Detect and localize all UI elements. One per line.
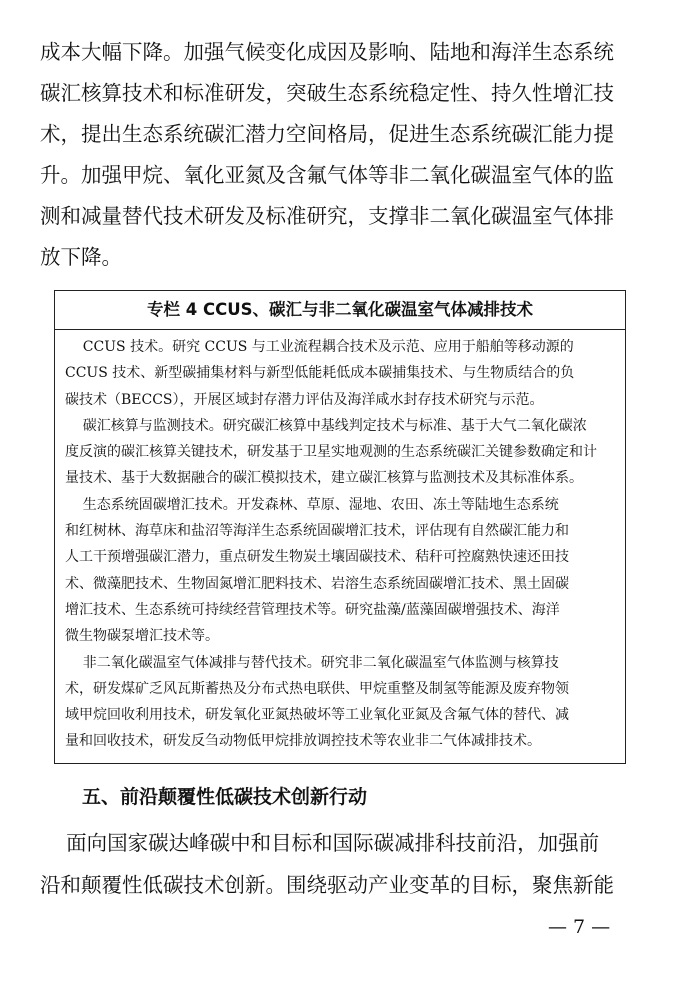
text-line: 术，研发煤矿乏风瓦斯蓄热及分布式热电联供、甲烷重整及制氢等能源及废弃物领 bbox=[65, 680, 569, 697]
section-heading: 五、前沿颠覆性低碳技术创新行动 bbox=[82, 786, 368, 808]
column-box bbox=[54, 290, 626, 764]
text-line: 量和回收技术，研发反刍动物低甲烷排放调控技术等农业非二气体减排技术。 bbox=[65, 733, 541, 750]
text-line: 沿和颠覆性低碳技术创新。围绕驱动产业变革的目标，聚焦新能 bbox=[40, 873, 614, 897]
page-number: — 7 — bbox=[548, 916, 611, 938]
text-line: 面向国家碳达峰碳中和目标和国际碳减排科技前沿，加强前 bbox=[40, 831, 600, 855]
text-line: 非二氧化碳温室气体减排与替代技术。研究非二氧化碳温室气体监测与核算技 bbox=[65, 654, 559, 671]
text-line: 碳汇核算与监测技术。研究碳汇核算中基线判定技术与标准、基于大气二氧化碳浓 bbox=[65, 417, 587, 434]
text-line: 度反演的碳汇核算关键技术，研发基于卫星实地观测的生态系统碳汇关键参数确定和计 bbox=[65, 444, 597, 461]
text-line: 人工干预增强碳汇潜力，重点研发生物炭土壤固碳技术、秸秆可控腐熟快速还田技 bbox=[65, 549, 569, 566]
text-line: 增汇技术、生态系统可持续经营管理技术等。研究盐藻/蓝藻固碳增强技术、海洋 bbox=[65, 601, 560, 618]
text-line: 测和减量替代技术研发及标准研究，支撑非二氧化碳温室气体排 bbox=[40, 204, 614, 228]
text-line: 生态系统固碳增汇技术。开发森林、草原、湿地、农田、冻土等陆地生态系统 bbox=[65, 496, 559, 513]
text-line: 成本大幅下降。加强气候变化成因及影响、陆地和海洋生态系统 bbox=[40, 40, 614, 64]
text-line: 放下降。 bbox=[40, 245, 122, 269]
intro-paragraph bbox=[40, 32, 642, 278]
text-line: 碳汇核算技术和标准研发，突破生态系统稳定性、持久性增汇技 bbox=[40, 81, 614, 105]
text-line: CCUS 技术、新型碳捕集材料与新型低能耗低成本碳捕集技术、与生物质结合的负 bbox=[65, 365, 575, 382]
text-line: 域甲烷回收利用技术，研发氧化亚氮热破坏等工业氧化亚氮及含氟气体的替代、减 bbox=[65, 707, 569, 724]
outro-paragraph bbox=[40, 822, 642, 906]
column-box-title: 专栏 4 CCUS、碳汇与非二氧化碳温室气体减排技术 bbox=[55, 291, 625, 330]
text-line: 术，提出生态系统碳汇潜力空间格局，促进生态系统碳汇能力提 bbox=[40, 122, 614, 146]
text-line: 量技术、基于大数据融合的碳汇模拟技术，建立碳汇核算与监测技术及其标准体系。 bbox=[65, 470, 583, 487]
text-line: 术、微藻肥技术、生物固氮增汇肥料技术、岩溶生态系统固碳增汇技术、黑土固碳 bbox=[65, 575, 569, 592]
text-line: 和红树林、海草床和盐沼等海洋生态系统固碳增汇技术，评估现有自然碳汇能力和 bbox=[65, 523, 569, 540]
text-line: CCUS 技术。研究 CCUS 与工业流程耦合技术及示范、应用于船舶等移动源的 bbox=[65, 339, 574, 355]
text-line: 微生物碳泵增汇技术等。 bbox=[65, 628, 219, 645]
text-line: 升。加强甲烷、氧化亚氮及含氟气体等非二氧化碳温室气体的监 bbox=[40, 163, 614, 187]
column-box-body bbox=[55, 330, 625, 755]
text-line: 碳技术（BECCS），开展区域封存潜力评估及海洋咸水封存技术研究与示范。 bbox=[65, 391, 544, 408]
